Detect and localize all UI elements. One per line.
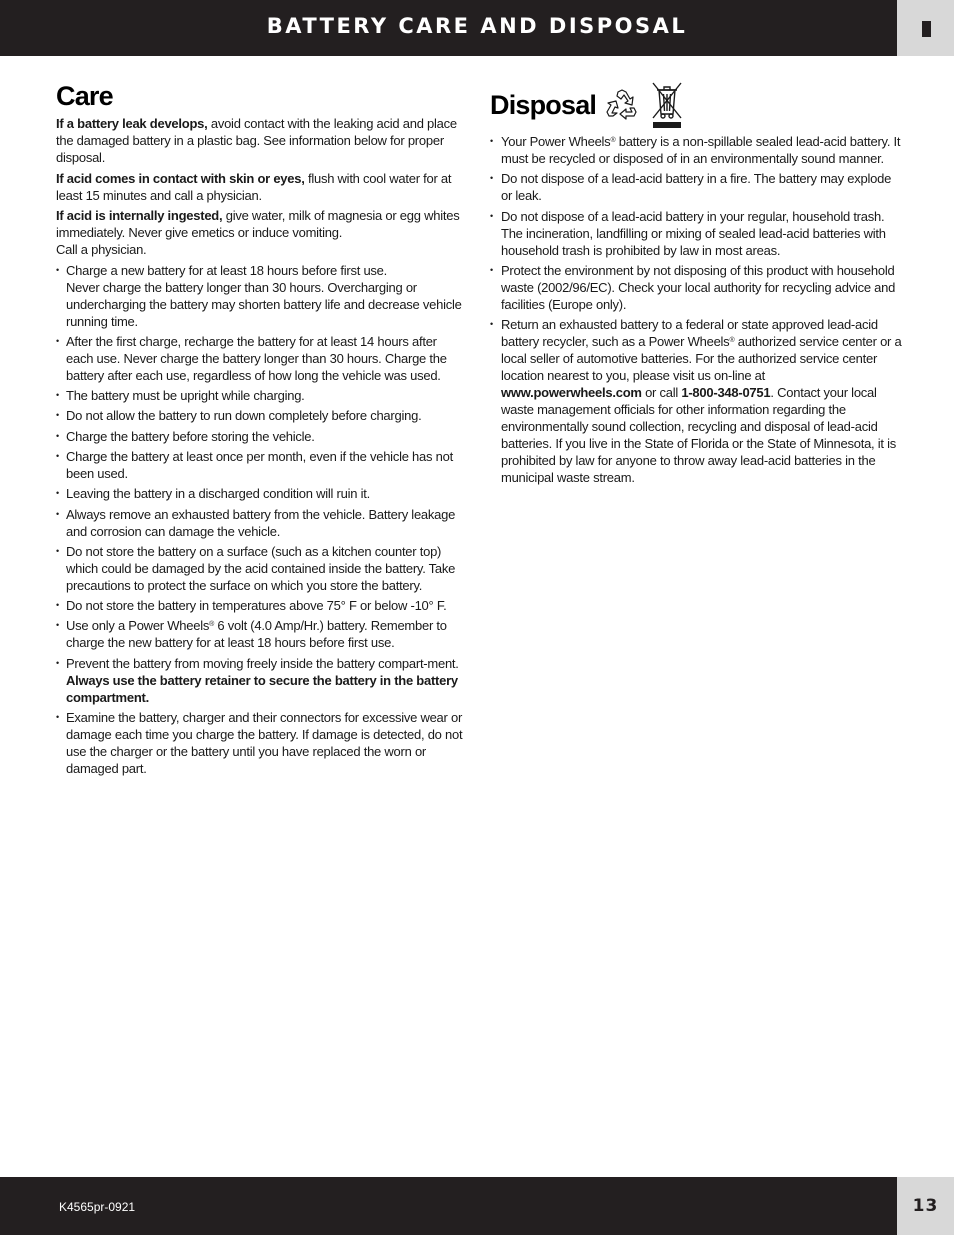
list-item <box>490 133 902 167</box>
list-item-text: Do not dispose of a lead-acid battery in your regular, household trash. The incineration, landfilling or mixing of sealed lead-acid batteries with household trash is prohibited by law in most areas. <box>501 208 886 258</box>
leak-lead: If a battery leak develops, <box>56 116 208 131</box>
list-item <box>56 448 466 482</box>
list-item-text: Examine the battery, charger and their connectors for excessive wear or damage each time you charge the battery. If damage is detected, do not use the charger or the battery until you have replaced the worn or damaged part. <box>66 710 463 777</box>
list-item <box>56 428 466 445</box>
list-item-text: authorized service center or a local seller of automotive batteries. For the authorized service center location nearest to you, please visit us on-line at <box>501 334 902 384</box>
crossed-out-bin-icon <box>650 80 684 130</box>
list-item-text: Prevent the battery from moving freely inside the battery compart-ment. <box>66 655 459 671</box>
care-list <box>56 262 466 778</box>
list-item-text: Always remove an exhausted battery from the vehicle. Battery leakage and corrosion can damage the vehicle. <box>66 506 456 539</box>
list-item <box>56 617 466 651</box>
list-item <box>56 597 466 614</box>
list-item-text: Do not allow the battery to run down completely before charging. <box>66 408 422 424</box>
list-item <box>490 208 902 259</box>
page-number-tab <box>897 1177 954 1235</box>
list-item-text: Protect the environment by not disposing of this product with household waste (2002/96/EC). Check your local authority for recycling advice and facilities (Europe only). <box>501 262 896 312</box>
page-number: 13 <box>912 1196 939 1216</box>
phone-number: 1-800-348-0751 <box>681 385 771 401</box>
list-item-text: Charge a new battery for at least 18 hours before first use. <box>66 262 388 278</box>
disposal-section <box>490 80 902 489</box>
care-heading <box>56 80 466 112</box>
list-item-text: Leaving the battery in a discharged condition will ruin it. <box>66 486 370 502</box>
list-item-text: Never charge the battery longer than 30 hours. Overcharging or undercharging the battery may shorten battery life and decrease vehicle running time. <box>66 279 462 329</box>
registered-mark: ® <box>729 337 735 345</box>
page-title: BATTERY CARE AND DISPOSAL <box>266 14 688 38</box>
document-code: K4565pr-0921 <box>59 1200 136 1214</box>
list-item-text: Do not dispose of a lead-acid battery in a fire. The battery may explode or leak. <box>501 171 892 204</box>
list-item-text: After the first charge, recharge the battery for at least 14 hours after each use. Never charge the battery longer than 30 hours. Charge the battery after each use, regardless of how long the vehicle was used. <box>66 333 447 383</box>
list-item-text: The battery must be upright while charging. <box>66 388 305 404</box>
disposal-heading <box>490 80 902 130</box>
care-section <box>56 80 466 780</box>
list-item <box>490 262 902 313</box>
skin-lead: If acid comes in contact with skin or eyes, <box>56 170 305 186</box>
list-item <box>56 387 466 404</box>
list-item <box>56 485 466 502</box>
skin-paragraph <box>56 170 466 204</box>
list-item <box>56 709 466 777</box>
ingested-text: give water, milk of magnesia or egg whites immediately. Never give emetics or induce vomiting. <box>56 208 460 240</box>
skin-text: flush with cool water for at least 15 minutes and call a physician. <box>56 170 452 203</box>
list-item <box>56 506 466 540</box>
website-link: www.powerwheels.com <box>501 385 642 401</box>
leak-text: avoid contact with the leaking acid and place the damaged battery in a plastic bag. See information below for proper disposal. <box>56 116 457 165</box>
list-item-text: battery is a non-spillable sealed lead-acid battery. It must be recycled or disposed of in an environmentally sound manner. <box>501 134 901 166</box>
ingested-text-2: Call a physician. <box>56 242 147 257</box>
list-item-text: Charge the battery at least once per month, even if the vehicle has not been used. <box>66 448 453 481</box>
registered-mark: ® <box>610 137 616 144</box>
list-item-bold: Always use the battery retainer to secure the battery in the battery compartment. <box>66 672 458 705</box>
list-item <box>490 170 902 204</box>
list-item <box>490 316 902 486</box>
list-item <box>56 262 466 330</box>
list-item-text: Your Power Wheels <box>501 134 611 149</box>
list-item-text: Use only a Power Wheels <box>66 618 210 634</box>
list-item-text: Return an exhausted battery to a federal or state approved lead-acid battery recycler, such as a Power Wheels <box>501 317 878 350</box>
list-item-text: Do not store the battery on a surface (such as a kitchen counter top) which could be damaged by the acid contained inside the battery. Take precautions to protect the surface on which you store the battery. <box>66 543 456 593</box>
leak-paragraph <box>56 115 466 166</box>
list-item-text: Do not store the battery in temperatures above 75° F or below -10° F. <box>66 598 447 614</box>
recycle-icon <box>604 88 640 122</box>
list-item <box>56 333 466 384</box>
list-item <box>56 407 466 424</box>
disposal-list <box>490 133 902 486</box>
list-item <box>56 655 466 706</box>
disposal-icons <box>604 80 684 130</box>
ingested-lead: If acid is internally ingested, <box>56 208 223 223</box>
registered-mark: ® <box>209 621 215 629</box>
list-item-text: Charge the battery before storing the vehicle. <box>66 428 315 444</box>
list-item-text: 6 volt (4.0 Amp/Hr.) battery. Remember to charge the new battery for at least 18 hours before first use. <box>66 618 447 651</box>
list-item-text: or call <box>641 385 682 401</box>
list-item <box>56 543 466 594</box>
care-heading-text: Care <box>56 81 113 111</box>
disposal-heading-text: Disposal <box>490 90 597 120</box>
list-item-text: . Contact your local waste management officials for other information regarding the environmentally sound collection, recycling and disposal of lead-acid batteries. If you live in the State of Florida or the State of Minnesota, it is prohibited by law for anyone to throw away lead-acid batteries in the municipal waste stream. <box>501 385 897 486</box>
ingested-paragraph <box>56 207 466 258</box>
